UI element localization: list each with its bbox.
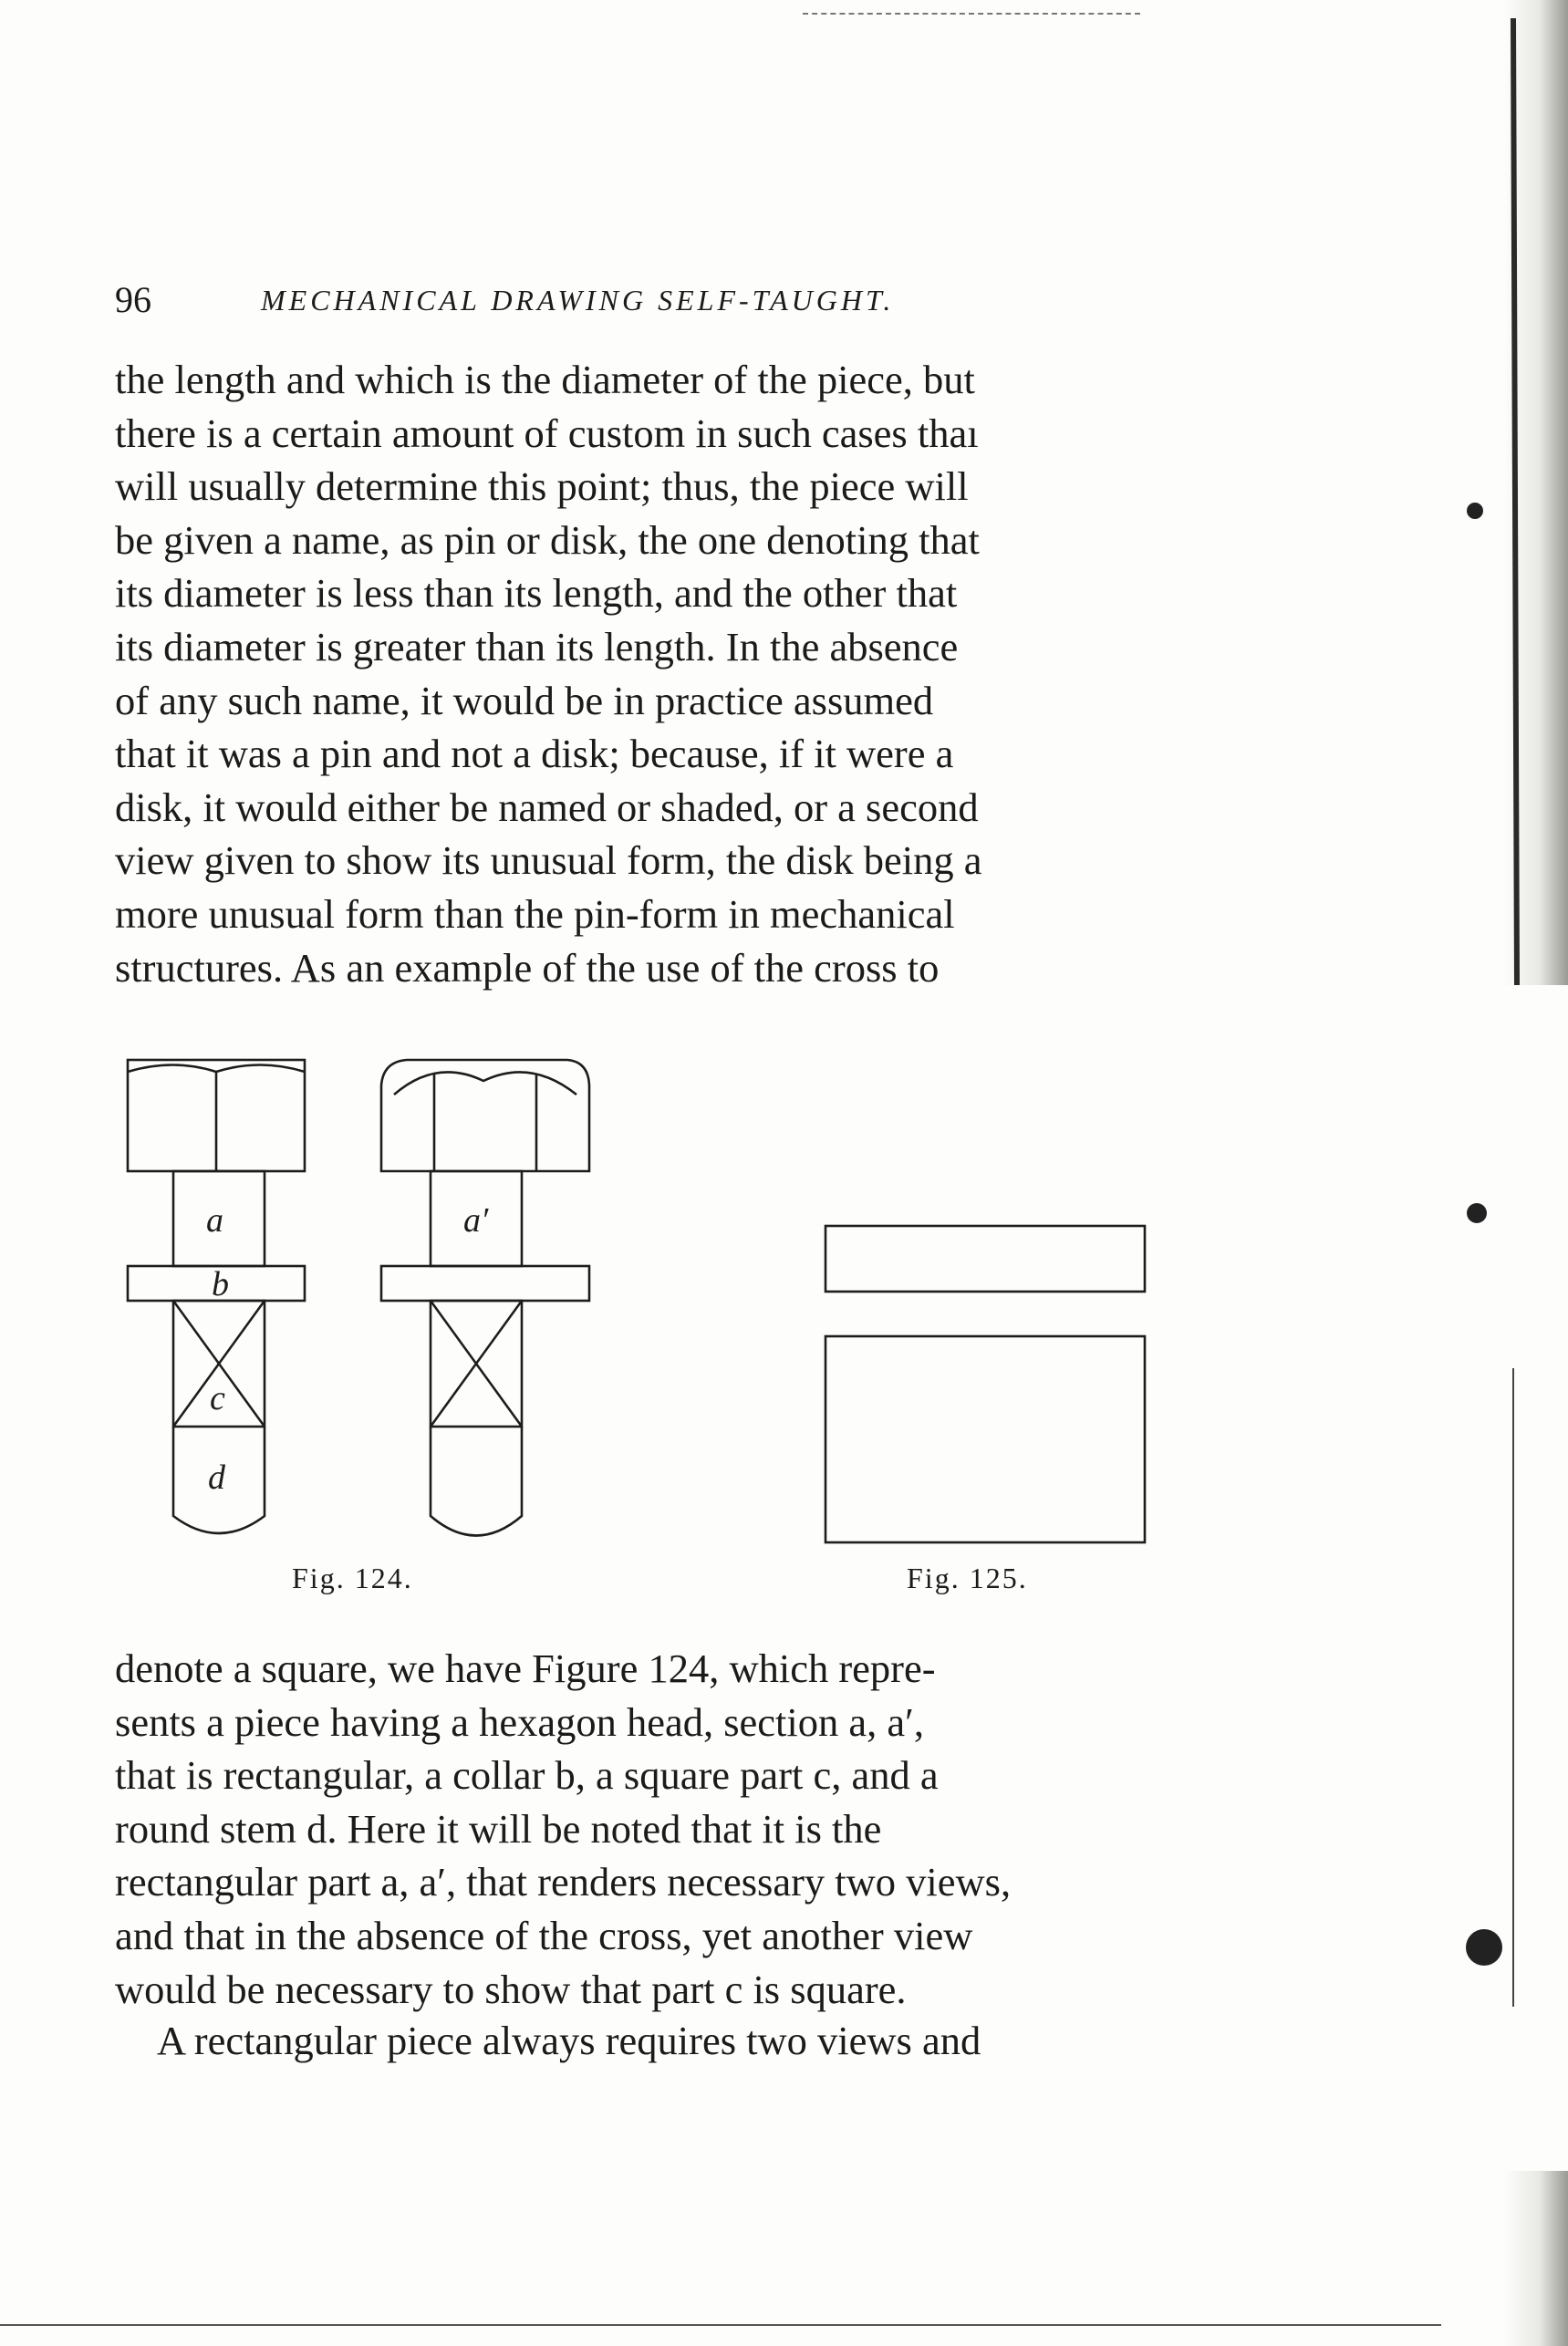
text-line: will usually determine this point; thus, the piece will	[115, 463, 969, 510]
text-line: that it was a pin and not a disk; because, if it were a	[115, 731, 954, 777]
text-line: denote a square, we have Figure 124, which repre-	[115, 1645, 936, 1691]
label-b: b	[212, 1265, 229, 1303]
label-a: a	[206, 1201, 223, 1240]
text-line: and that in the absence of the cross, yet another view	[115, 1912, 973, 1958]
text-line: would be necessary to show that part c is square.	[115, 1966, 907, 2012]
text-line: of any such name, it would be in practice assumed	[115, 677, 934, 723]
text-line: view given to show its unusual form, the disk being a	[115, 837, 982, 884]
text-line: disk, it would either be named or shaded, or a second	[115, 784, 979, 830]
text-line: rectangular part a, a′, that renders necessary two views,	[115, 1859, 1012, 1905]
hex-head-side-chamfer	[394, 1072, 576, 1095]
round-stem-side	[431, 1427, 522, 1536]
bottom-edge-rule	[0, 2324, 1441, 2326]
fig125-large-rect	[826, 1336, 1145, 1542]
label-a-prime: a′	[463, 1201, 489, 1240]
paragraph-2	[115, 1642, 1155, 2016]
text-line: the length and which is the diameter of the piece, but	[115, 357, 975, 402]
text-line: structures. As an example of the use of the cross to	[115, 944, 940, 991]
collar-side	[381, 1266, 589, 1301]
fig125-caption: Fig. 125.	[907, 1562, 1028, 1594]
fig124-caption: Fig. 124.	[292, 1562, 413, 1594]
text-line: A rectangular piece always requires two views and	[157, 2018, 981, 2063]
text-line: more unusual form than the pin-form in mechanical	[115, 890, 955, 937]
running-title: MECHANICAL DRAWING SELF-TAUGHT.	[261, 284, 895, 317]
paragraph-3	[115, 2014, 1155, 2068]
text-line: its diameter is less than its length, and the other that	[115, 570, 958, 617]
label-d: d	[208, 1458, 225, 1497]
text-line: be given a name, as pin or disk, the one denoting that	[115, 516, 980, 563]
hex-head-chamfer	[128, 1065, 305, 1073]
text-line: that is rectangular, a collar b, a square part c, and a	[115, 1752, 939, 1799]
text-line: round stem d. Here it will be noted that it is the	[115, 1805, 882, 1852]
text-line: there is a certain amount of custom in such cases thaı	[115, 410, 979, 456]
label-c: c	[210, 1379, 225, 1417]
fig124-right-view	[381, 1060, 589, 1536]
binding-edge-shadow	[1449, 0, 1568, 2346]
fig125-thin-rect	[826, 1226, 1145, 1292]
fig125-views	[826, 1226, 1145, 1542]
text-line: its diameter is greater than its length. In the absence	[115, 623, 959, 670]
text-line: sents a piece having a hexagon head, section a, a′,	[115, 1698, 925, 1745]
hex-head-side	[381, 1060, 589, 1171]
page-number: 96	[115, 279, 151, 320]
